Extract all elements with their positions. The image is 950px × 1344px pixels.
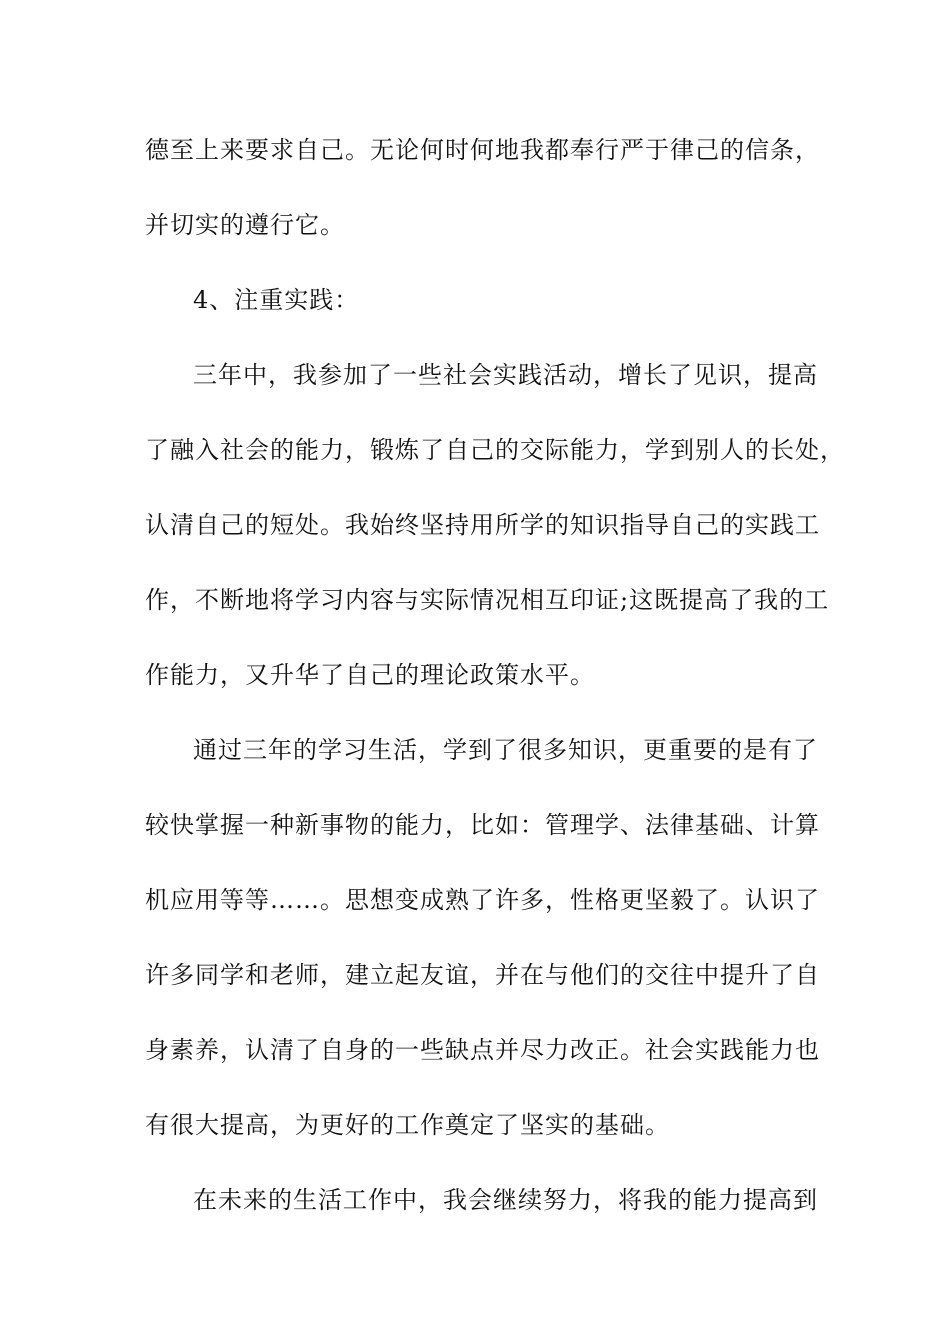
text-line: 较快掌握一种新事物的能力，比如：管理学、法律基础、计算 [145, 811, 820, 839]
text-line: 有很大提高，为更好的工作奠定了坚实的基础。 [145, 1111, 670, 1139]
text-line: 在未来的生活工作中，我会继续努力，将我的能力提高到 [193, 1186, 818, 1214]
text-line: 德至上来要求自己。无论何时何地我都奉行严于律己的信条， [145, 136, 820, 164]
text-line: 认清自己的短处。我始终坚持用所学的知识指导自己的实践工 [145, 511, 820, 539]
section-heading: 4、注重实践： [193, 286, 360, 314]
text-line: 许多同学和老师，建立起友谊，并在与他们的交往中提升了自 [145, 961, 820, 989]
text-line: 作能力，又升华了自己的理论政策水平。 [145, 661, 595, 689]
text-line: 通过三年的学习生活，学到了很多知识，更重要的是有了 [193, 736, 818, 764]
text-line: 身素养，认清了自身的一些缺点并尽力改正。社会实践能力也 [145, 1036, 820, 1064]
text-line: 机应用等等……。思想变成熟了许多，性格更坚毅了。认识了 [145, 886, 820, 914]
text-line: 了融入社会的能力，锻炼了自己的交际能力，学到别人的长处， [145, 436, 845, 464]
text-line: 并切实的遵行它。 [145, 211, 345, 239]
text-line: 作，不断地将学习内容与实际情况相互印证;这既提高了我的工 [145, 586, 830, 614]
text-line: 三年中，我参加了一些社会实践活动，增长了见识，提高 [193, 361, 818, 389]
